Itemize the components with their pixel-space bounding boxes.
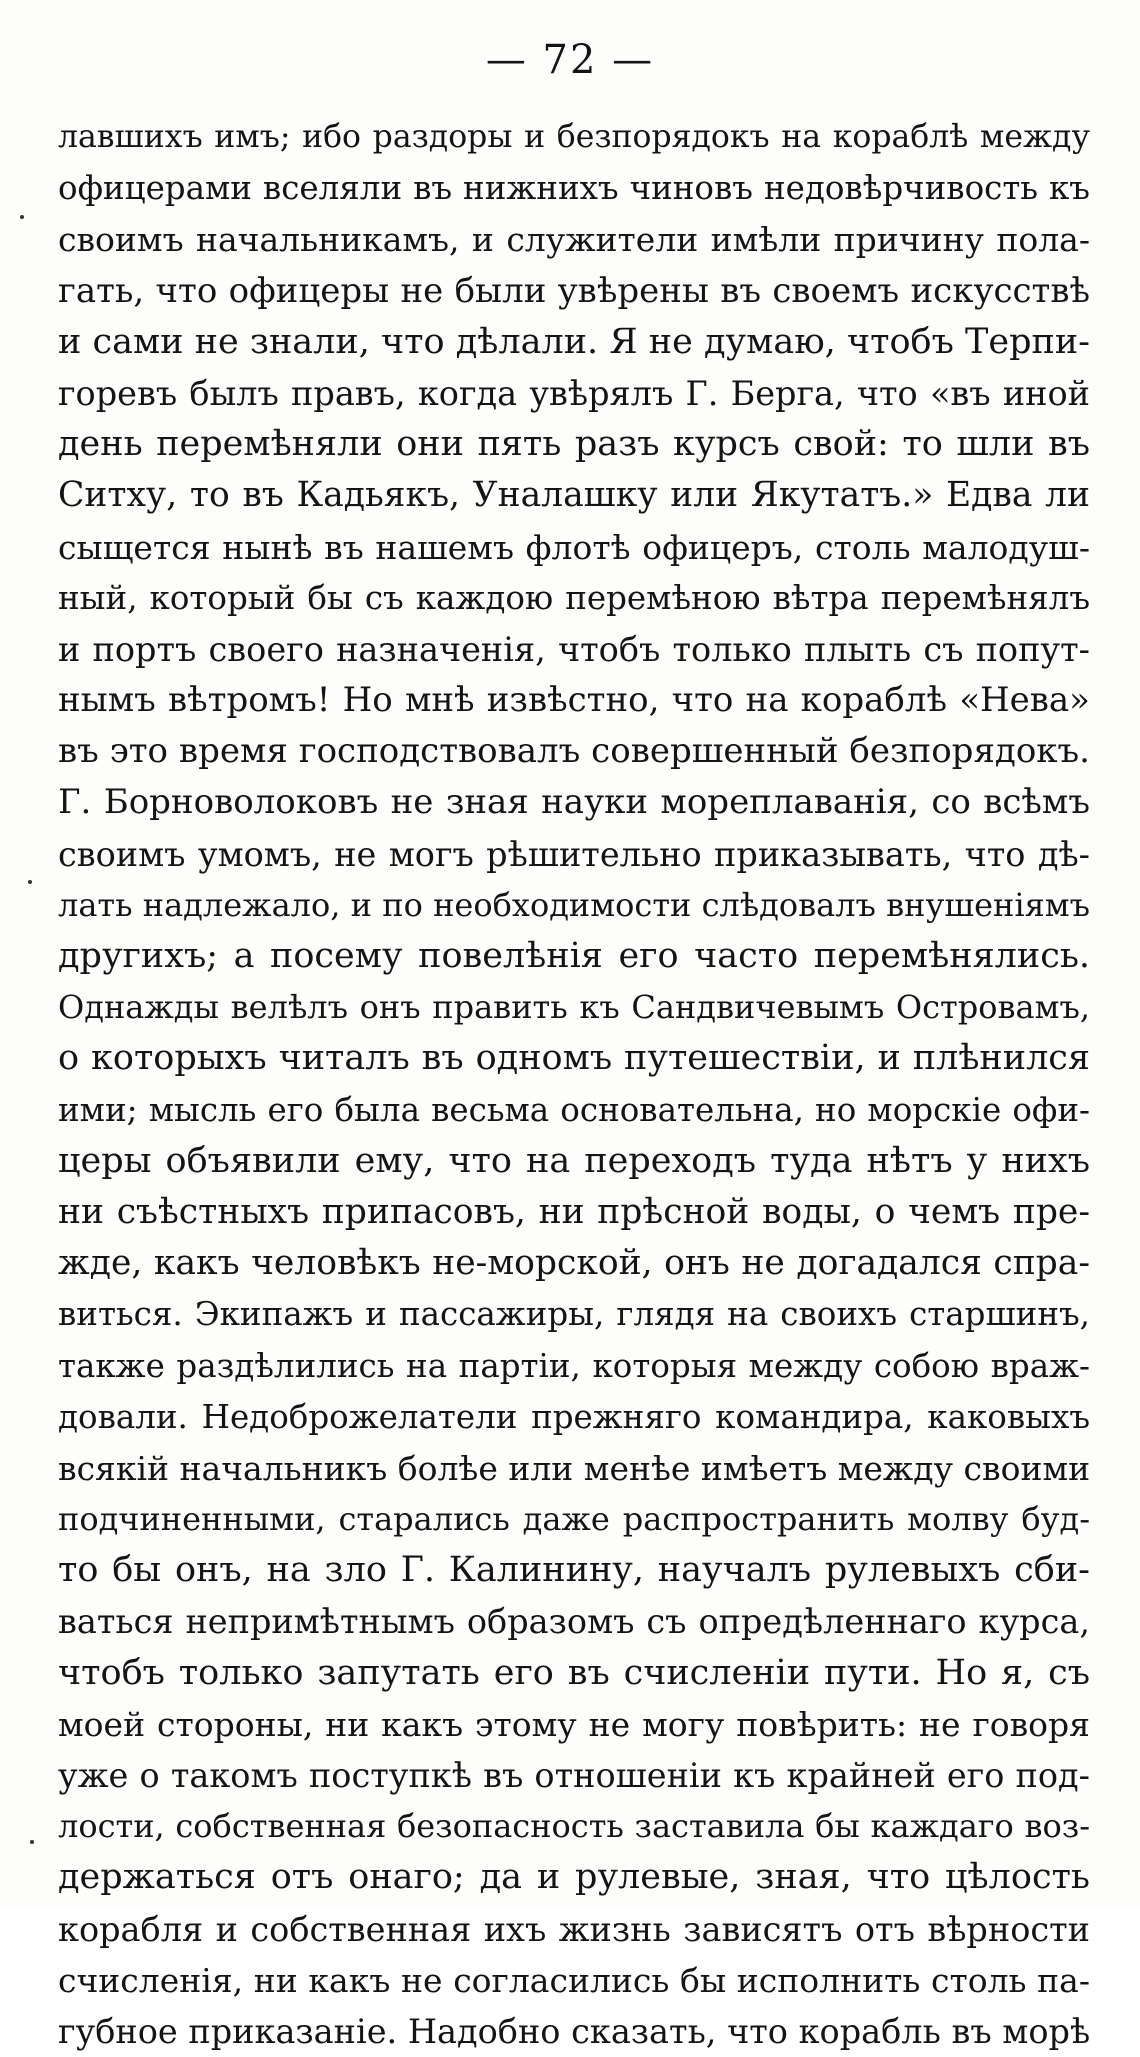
text-line: день перемѣняли они пять разъ курсъ свой: то шли въ [58,424,1090,465]
text-line: сыщется нынѣ въ нашемъ флотѣ офицеръ, столь малодуш- [58,527,1090,567]
text-line: ни съѣстныхъ припасовъ, ни прѣсной воды, о чемъ пре- [58,1191,1090,1232]
scan-speck [20,215,24,219]
text-line: ный, который бы съ каждою перемѣною вѣтра перемѣнялъ [58,578,1090,617]
text-line: Г. Борноволоковъ не зная науки мореплаванія, со всѣмъ [58,782,1090,823]
text-line: Ситху, то въ Кадьякъ, Уналашку или Якутатъ.» Едва ли [58,475,1090,516]
text-line: ими; мысль его была весьма основательна, но морскіе офи- [58,1090,1090,1129]
text-line: довали. Недоброжелатели прежняго командира, каковыхъ [58,1397,1090,1436]
text-line: нымъ вѣтромъ! Но мнѣ извѣстно, что на кораблѣ «Нева» [58,680,1090,721]
text-line: лавшихъ имъ; ибо раздоры и безпорядокъ на кораблѣ между [58,119,1090,155]
scan-speck [30,1840,34,1844]
text-line: виться. Экипажъ и пассажиры, глядя на своихъ старшинъ, [58,1295,1090,1334]
text-line: ваться непримѣтнымъ образомъ съ опредѣленнаго курса, [58,1602,1090,1642]
text-line: то бы онъ, на зло Г. Калинину, научалъ рулевыхъ сби- [58,1550,1090,1591]
text-line: и сами не знали, что дѣлали. Я не думаю, чтобъ Терпи- [58,321,1090,362]
text-line: и портъ своего назначенія, чтобъ только плыть съ попут- [58,629,1090,669]
text-line: въ это время господствовалъ совершенный безпорядокъ. [58,731,1090,772]
text-line: своимъ умомъ, не могъ рѣшительно приказывать, что дѣ- [58,834,1090,874]
text-line: горевъ былъ правъ, когда увѣрялъ Г. Берга, что «въ иной [58,373,1090,413]
text-line: чтобъ только запутать его въ счисленіи пути. Но я, съ [58,1652,1090,1693]
scan-speck [28,880,32,884]
text-line: держаться отъ онаго; да и рулевые, зная, что цѣлость [58,1857,1090,1898]
text-line: о которыхъ читалъ въ одномъ путешествіи, и плѣнился [58,1038,1090,1079]
text-line: жде, какъ человѣкъ не-морской, онъ не догадался спра- [58,1243,1090,1284]
text-line: гать, что офицеры не были увѣрены въ своемъ искусствѣ [58,270,1090,311]
text-line: счисленія, ни какъ не согласились бы исполнить столь па- [58,1960,1090,2000]
text-line: уже о такомъ поступкѣ въ отношеніи къ крайней его под- [58,1756,1090,1795]
body-text [58,112,1090,2057]
text-line: моей стороны, ни какъ этому не могу повѣрить: не говоря [58,1704,1090,1744]
text-line: всякій начальникъ болѣе или менѣе имѣетъ между своими [58,1448,1090,1488]
text-line: офицерами вселяли въ нижнихъ чиновъ недовѣрчивость къ [58,169,1090,208]
text-line: корабля и собственная ихъ жизнь зависятъ отъ вѣрности [58,1909,1090,1949]
page-number: — 72 — [485,37,655,83]
text-line: также раздѣлились на партіи, которыя между собою враж- [58,1346,1090,1385]
text-line: губное приказаніе. Надобно сказать, что корабль въ морѣ [58,2011,1090,2051]
text-line: церы объявили ему, что на переходъ туда нѣтъ у нихъ [58,1140,1090,1181]
text-line: другихъ; а посему повелѣнія его часто перемѣнялись. [58,936,1090,976]
text-line: Однажды велѣлъ онъ править къ Сандвичевымъ Островамъ, [58,988,1090,1027]
text-line: своимъ начальникамъ, и служители имѣли причину пола- [58,220,1090,260]
text-line: лать надлежало, и по необходимости слѣдовалъ внушеніямъ [58,885,1090,924]
text-line: подчиненными, старались даже распространить молву буд- [58,1500,1090,1539]
text-line: лости, собственная безопасность заставила бы каждаго воз- [58,1807,1090,1846]
